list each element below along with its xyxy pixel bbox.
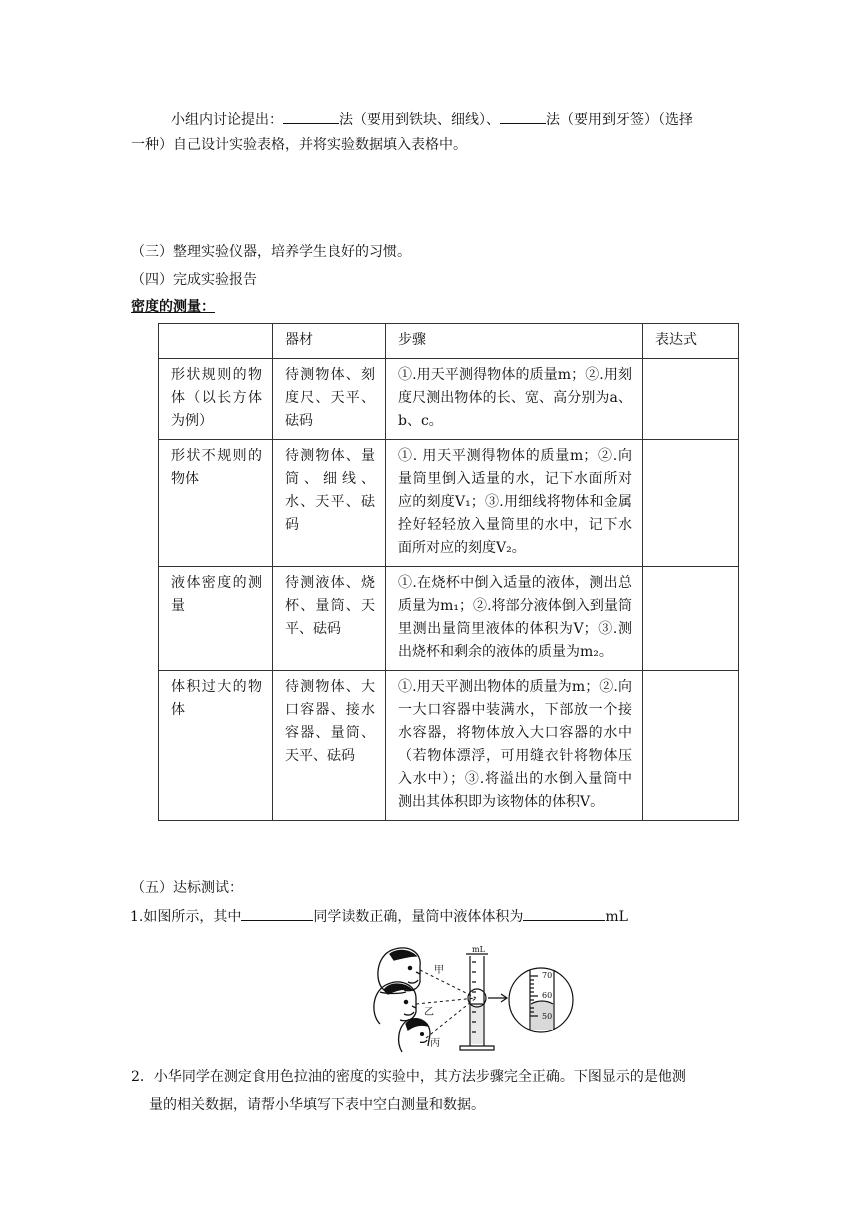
section-4-heading: （四）完成实验报告 [131, 272, 257, 288]
row-materials: 待测液体、烧杯、量筒、天平、砝码 [273, 567, 386, 671]
method-blank-1[interactable] [283, 108, 339, 124]
row-name: 体积过大的物体 [159, 671, 273, 821]
row-steps: ①.用天平测出物体的质量为m；②.向一大口容器中装满水，下部放一个接水容器，将物体放入大口容器的水中（若物体漂浮，可用缝衣针将物体压入水中）；③.将溢出的水倒入量筒中测出其体积即为该物体的体积V。 [386, 671, 643, 821]
row-name: 形状不规则的物体 [159, 440, 273, 567]
question-1 [130, 905, 628, 927]
row-steps: ①. 用天平测得物体的质量m；②.向量筒里倒入适量的水，记下水面所对应的刻度V₁；③.用细线将物体和金属拴好轻轻放入量筒里的水中，记下水面所对应的刻度V₂。 [386, 440, 643, 567]
row-expression[interactable] [643, 440, 739, 567]
question-2-line-1: 2．小华同学在测定食用色拉油的密度的实验中，其方法步骤完全正确。下图显示的是他测 [131, 1069, 686, 1085]
header-expression: 表达式 [643, 324, 739, 359]
table-row [159, 567, 739, 671]
header-steps: 步骤 [386, 324, 643, 359]
q1-text-c: mL [605, 909, 628, 925]
q1-text-a: 1.如图所示，其中 [130, 909, 242, 925]
table-header-row [159, 324, 739, 359]
row-materials: 待测物体、刻度尺、天平、砝码 [273, 359, 386, 440]
row-name: 形状规则的物体（以长方体为例） [159, 359, 273, 440]
label-jia: 甲 [434, 965, 444, 976]
method-blank-2[interactable] [500, 108, 546, 124]
q1-text-b: 同学读数正确，量筒中液体体积为 [313, 909, 524, 925]
table-row [159, 440, 739, 567]
tick-60: 60 [542, 991, 553, 1000]
q1-blank-student[interactable] [241, 905, 313, 921]
row-name: 液体密度的测量 [159, 567, 273, 671]
tick-50: 50 [542, 1012, 553, 1021]
label-bing: 丙 [430, 1038, 440, 1049]
header-blank [159, 324, 273, 359]
row-materials: 待测物体、量筒、细线、水、天平、砝码 [273, 440, 386, 567]
graduated-cylinder-icon [460, 954, 494, 1050]
q1-blank-volume[interactable] [523, 905, 605, 921]
cylinder-reading-figure [370, 942, 580, 1056]
density-table [158, 323, 739, 821]
table-title: 密度的测量： [131, 299, 215, 315]
tick-70: 70 [542, 971, 553, 980]
table-row [159, 359, 739, 440]
student-bing-icon [399, 1019, 430, 1052]
row-materials: 待测物体、大口容器、接水容器、量筒、天平、砝码 [273, 671, 386, 821]
discussion-method-1: 法（要用到铁块、细线）、 [339, 112, 500, 128]
section-5-heading: （五）达标测试： [131, 880, 243, 896]
sight-lines [416, 970, 476, 1038]
row-expression[interactable] [643, 671, 739, 821]
row-expression[interactable] [643, 359, 739, 440]
discussion-line-2: 一种）自己设计实验表格，并将实验数据填入表格中。 [131, 137, 467, 153]
label-yi: 乙 [424, 1007, 434, 1018]
discussion-intro: 小组内讨论提出： [171, 112, 283, 128]
row-expression[interactable] [643, 567, 739, 671]
section-3-heading: （三）整理实验仪器，培养学生良好的习惯。 [131, 244, 411, 260]
magnified-view-icon [509, 968, 573, 1032]
discussion-line-1 [171, 108, 693, 130]
header-materials: 器材 [273, 324, 386, 359]
table-row [159, 671, 739, 821]
row-steps: ①.用天平测得物体的质量m；②.用刻度尺测出物体的长、宽、高分别为a、b、c。 [386, 359, 643, 440]
question-2-line-2: 量的相关数据，请帮小华填写下表中空白测量和数据。 [149, 1097, 485, 1113]
arrow-icon [488, 994, 507, 1002]
row-steps: ①.在烧杯中倒入适量的液体，测出总质量为m₁；②.将部分液体倒入到量筒里测出量筒里液体的体积为V；③.测出烧杯和剩余的液体的质量为m₂。 [386, 567, 643, 671]
label-ml: mL [472, 945, 485, 954]
student-yi-icon [374, 982, 416, 1024]
discussion-method-2: 法（要用到牙签）（选择 [546, 112, 693, 128]
